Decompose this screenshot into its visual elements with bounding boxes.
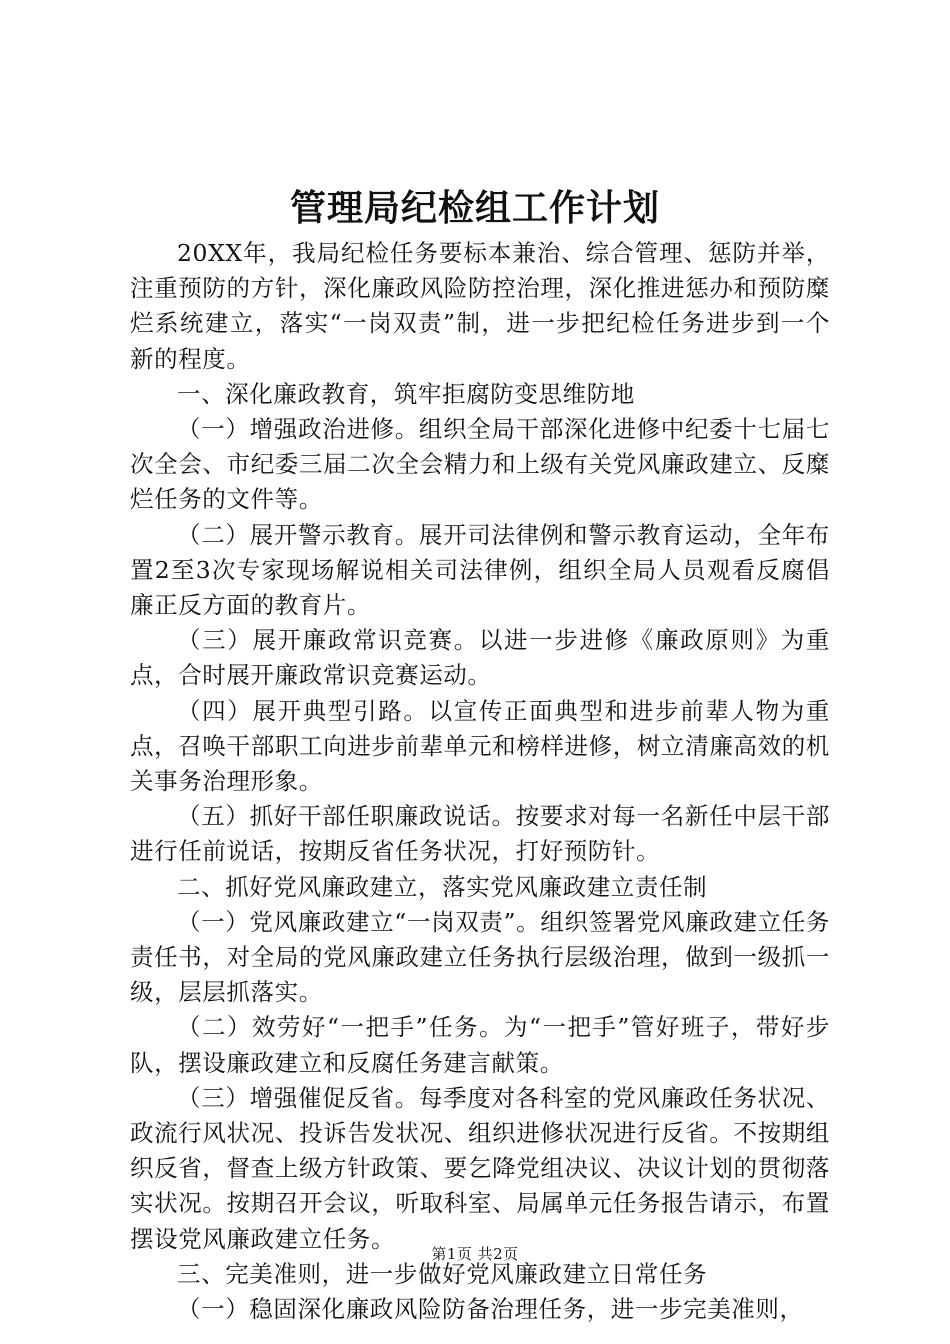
paragraph-1-4: （四）展开典型引路。以宣传正面典型和进步前辈人物为重点，召唤干部职工向进步前辈单元和榜样进修，树立清廉高效的机关事务治理形象。 (130, 696, 830, 796)
paragraph-2-1: （一）党风廉政建立“一岗双责”。组织签署党风廉政建立任务责任书，对全局的党风廉政建立任务执行层级治理，做到一级抓一级，层层抓落实。 (130, 907, 830, 1007)
paragraph-1-5: （五）抓好干部任职廉政说话。按要求对每一名新任中层干部进行任前说话，按期反省任务状况，打好预防针。 (130, 802, 830, 866)
page-number-footer: 第1页 共2页 (431, 1245, 519, 1263)
document-title: 管理局纪检组工作计划 (289, 187, 660, 229)
section-heading-2: 二、抓好党风廉政建立，落实党风廉政建立责任制 (177, 872, 708, 901)
section-heading-3: 三、完美准则，进一步做好党风廉政建立日常任务 (177, 1259, 708, 1288)
paragraph-1-2: （二）展开警示教育。展开司法律例和警示教育运动，全年布置2至3次专家现场解说相关司法律例，组织全局人员观看反腐倡廉正反方面的教育片。 (130, 520, 830, 620)
paragraph-2-2: （二）效劳好“一把手”任务。为“一把手”管好班子，带好步队，摆设廉政建立和反腐任务建言献策。 (130, 1013, 830, 1077)
paragraph-intro: 20XX年，我局纪检任务要标本兼治、综合管理、惩防并举，注重预防的方针，深化廉政风险防控治理，深化推进惩办和预防糜烂系统建立，落实“一岗双责”制，进一步把纪检任务进步到一个新的程度。 (130, 239, 830, 373)
paragraph-1-3: （三）展开廉政常识竞赛。以进一步进修《廉政原则》为重点，合时展开廉政常识竞赛运动。 (130, 626, 830, 690)
section-heading-1: 一、深化廉政教育，筑牢拒腐防变思维防地 (177, 379, 635, 408)
paragraph-3-1: （一）稳固深化廉政风险防备治理任务，进一步完美准则， (177, 1295, 804, 1324)
document-body (130, 236, 830, 1327)
paragraph-2-3: （三）增强催促反省。每季度对各科室的党风廉政任务状况、政流行风状况、投诉告发状况、组织进修状况进行反省。不按期组织反省，督查上级方针政策、要乞降党组决议、决议计划的贯彻落实状况。按期召开会议，听取科室、局属单元任务报告请示，布置摆设党风廉政建立任务。 (130, 1083, 830, 1253)
paragraph-1-1: （一）增强政治进修。组织全局干部深化进修中纪委十七届七次全会、市纪委三届二次全会精力和上级有关党风廉政建立、反糜烂任务的文件等。 (130, 415, 830, 514)
